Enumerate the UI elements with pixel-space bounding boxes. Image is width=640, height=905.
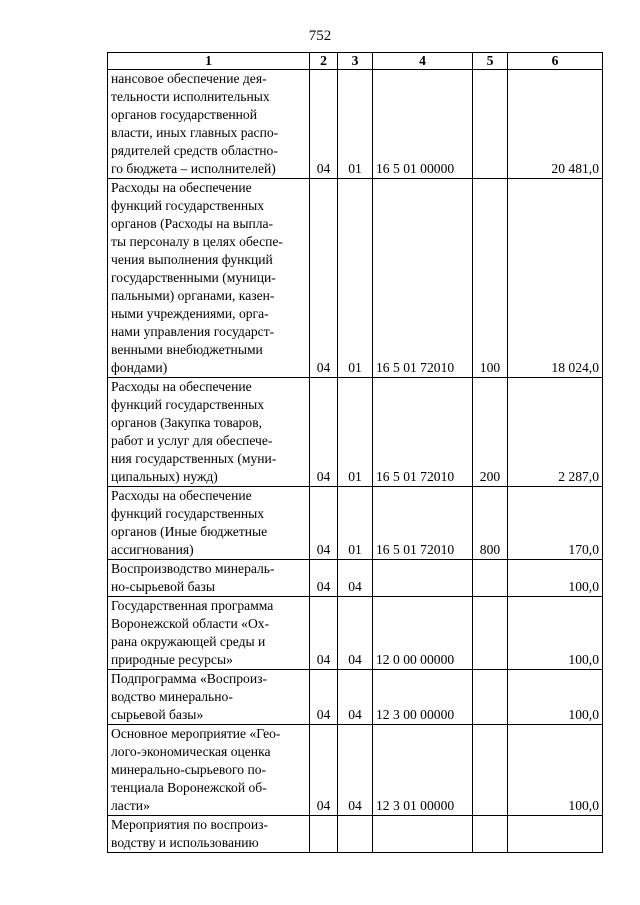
subsection-code: 01 bbox=[338, 179, 373, 378]
expense-type-code: 200 bbox=[473, 378, 508, 487]
subsection-code: 04 bbox=[338, 560, 373, 597]
section-code: 04 bbox=[310, 597, 338, 670]
row-name-cell bbox=[108, 179, 310, 378]
expense-type-code bbox=[473, 70, 508, 179]
table-header-row bbox=[108, 53, 603, 70]
target-article-code: 16 5 01 72010 bbox=[373, 487, 473, 560]
section-code: 04 bbox=[310, 378, 338, 487]
row-name: Мероприятия по воспроиз- водству и использованию bbox=[111, 817, 269, 850]
table-row bbox=[108, 560, 603, 597]
row-name-cell bbox=[108, 670, 310, 725]
subsection-code: 01 bbox=[338, 378, 373, 487]
expense-type-code bbox=[473, 816, 508, 853]
section-code: 04 bbox=[310, 179, 338, 378]
column-header: 3 bbox=[338, 53, 373, 70]
column-header: 1 bbox=[108, 53, 310, 70]
table-row bbox=[108, 725, 603, 816]
target-article-code bbox=[373, 560, 473, 597]
expense-type-code bbox=[473, 597, 508, 670]
subsection-code: 01 bbox=[338, 487, 373, 560]
expense-type-code: 800 bbox=[473, 487, 508, 560]
table-row bbox=[108, 70, 603, 179]
section-code: 04 bbox=[310, 487, 338, 560]
target-article-code: 16 5 01 72010 bbox=[373, 179, 473, 378]
row-name-cell bbox=[108, 816, 310, 853]
section-code: 04 bbox=[310, 670, 338, 725]
row-name-cell bbox=[108, 597, 310, 670]
column-header: 4 bbox=[373, 53, 473, 70]
amount: 20 481,0 bbox=[508, 70, 603, 179]
target-article-code: 12 0 00 00000 bbox=[373, 597, 473, 670]
expense-type-code bbox=[473, 670, 508, 725]
table-row bbox=[108, 816, 603, 853]
budget-table bbox=[107, 52, 603, 853]
amount: 2 287,0 bbox=[508, 378, 603, 487]
section-code: 04 bbox=[310, 560, 338, 597]
expense-type-code bbox=[473, 560, 508, 597]
target-article-code: 12 3 01 00000 bbox=[373, 725, 473, 816]
target-article-code: 16 5 01 72010 bbox=[373, 378, 473, 487]
subsection-code bbox=[338, 816, 373, 853]
row-name: Расходы на обеспечение функций государственных органов (Расходы на выпла- ты персоналу в целях обеспе- чения выполнения функций государственными (муници- пальными) органами, казен- ными учреждениями, орга- нами управления государст- венными внебюджетными фондами) bbox=[111, 180, 283, 375]
amount: 100,0 bbox=[508, 560, 603, 597]
amount: 170,0 bbox=[508, 487, 603, 560]
section-code bbox=[310, 816, 338, 853]
table-row bbox=[108, 179, 603, 378]
table-row bbox=[108, 378, 603, 487]
target-article-code: 12 3 00 00000 bbox=[373, 670, 473, 725]
subsection-code: 04 bbox=[338, 670, 373, 725]
expense-type-code bbox=[473, 725, 508, 816]
row-name: Расходы на обеспечение функций государственных органов (Закупка товаров, работ и услуг для обеспече- ния государственных (муни- ципальных) нужд) bbox=[111, 379, 277, 484]
column-header: 6 bbox=[508, 53, 603, 70]
expense-type-code: 100 bbox=[473, 179, 508, 378]
row-name-cell bbox=[108, 487, 310, 560]
subsection-code: 04 bbox=[338, 725, 373, 816]
row-name: нансовое обеспечение дея- тельности исполнительных органов государственной власти, иных главных распо- рядителей средств областно- го бюджета – исполнителей) bbox=[111, 71, 279, 176]
amount: 100,0 bbox=[508, 670, 603, 725]
row-name: Расходы на обеспечение функций государственных органов (Иные бюджетные ассигнования) bbox=[111, 488, 268, 557]
row-name: Основное мероприятие «Гео- лого-экономическая оценка минерально-сырьевого по- тенциала Воронежской об- ласти» bbox=[111, 726, 281, 813]
row-name-cell bbox=[108, 725, 310, 816]
row-name-cell bbox=[108, 70, 310, 179]
page-number: 752 bbox=[308, 28, 332, 44]
row-name-cell bbox=[108, 560, 310, 597]
row-name: Подпрограмма «Воспроиз- водство минерально- сырьевой базы» bbox=[111, 671, 268, 722]
subsection-code: 04 bbox=[338, 597, 373, 670]
row-name: Государственная программа Воронежской области «Ох- рана окружающей среды и природные ресурсы» bbox=[111, 598, 274, 667]
table-row bbox=[108, 487, 603, 560]
column-header: 5 bbox=[473, 53, 508, 70]
row-name: Воспроизводство минераль- но-сырьевой базы bbox=[111, 561, 275, 594]
row-name-cell bbox=[108, 378, 310, 487]
amount: 100,0 bbox=[508, 597, 603, 670]
amount: 18 024,0 bbox=[508, 179, 603, 378]
section-code: 04 bbox=[310, 725, 338, 816]
subsection-code: 01 bbox=[338, 70, 373, 179]
section-code: 04 bbox=[310, 70, 338, 179]
table-row bbox=[108, 670, 603, 725]
amount bbox=[508, 816, 603, 853]
column-header: 2 bbox=[310, 53, 338, 70]
amount: 100,0 bbox=[508, 725, 603, 816]
table-row bbox=[108, 597, 603, 670]
target-article-code: 16 5 01 00000 bbox=[373, 70, 473, 179]
target-article-code bbox=[373, 816, 473, 853]
